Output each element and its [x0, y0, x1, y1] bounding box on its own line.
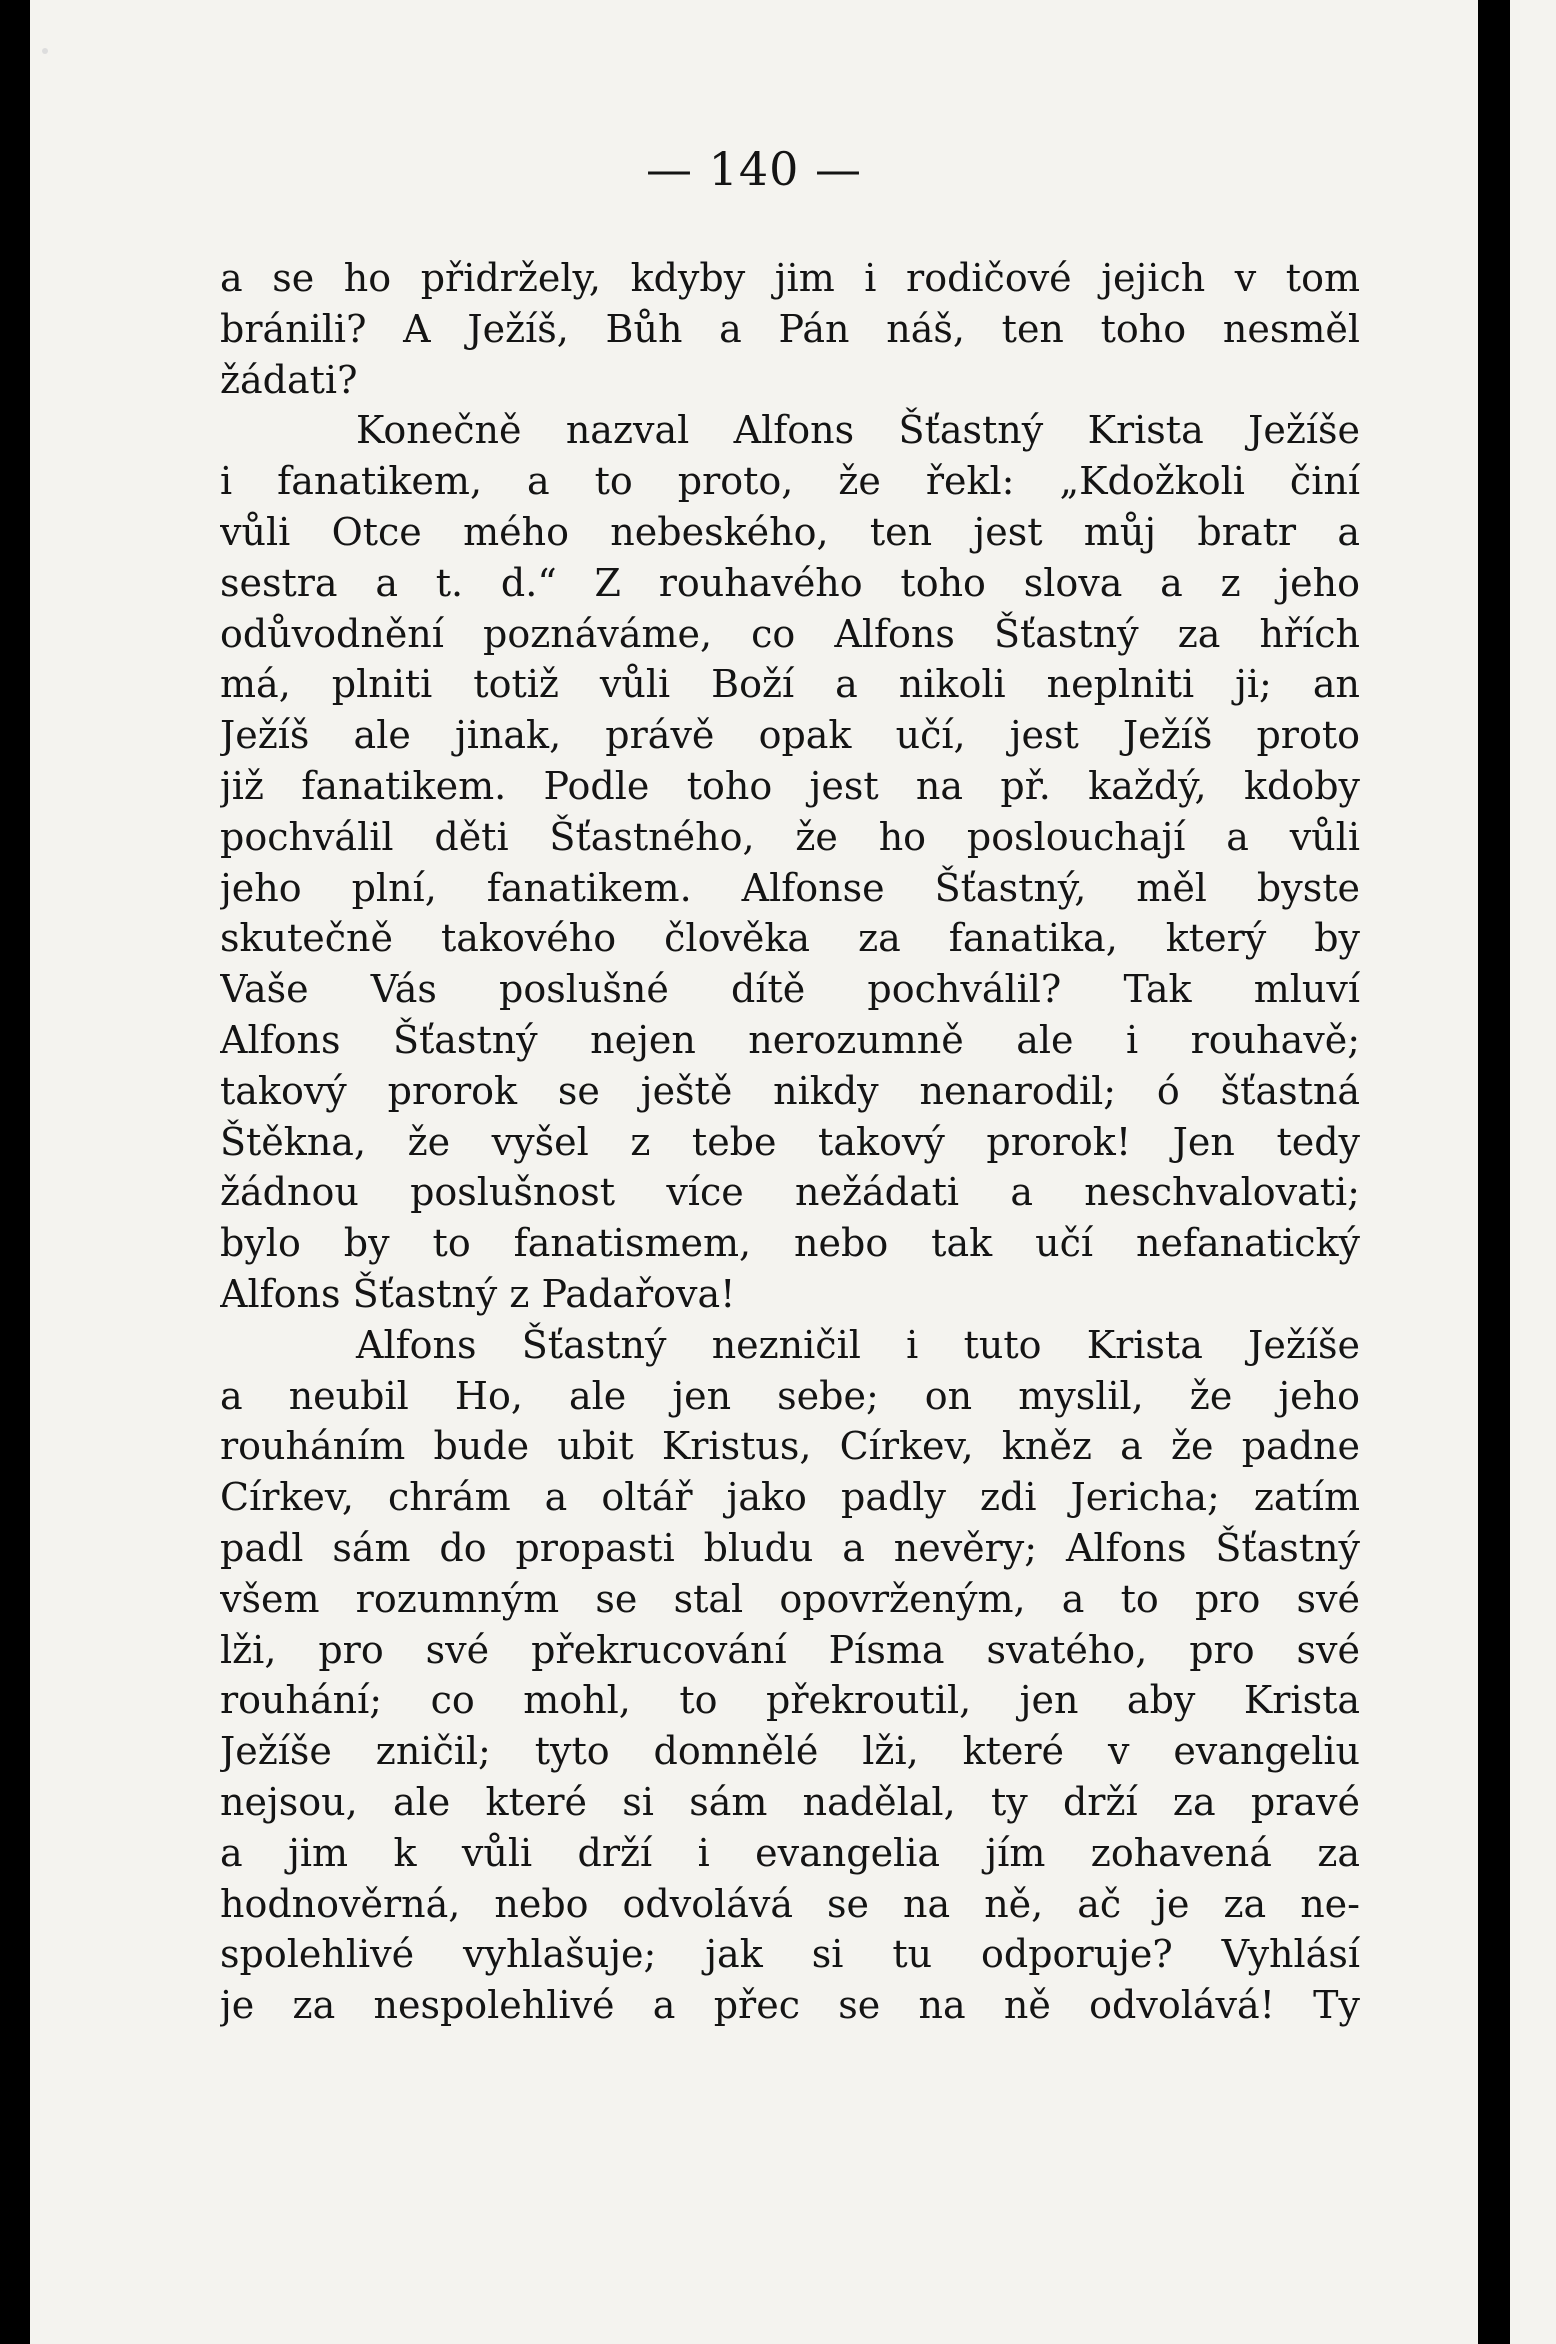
adjacent-page-edge — [1510, 0, 1556, 2344]
text-line: skutečně takového člověka za fanatika, který by — [220, 916, 1360, 961]
text-line: nejsou, ale které si sám nadělal, ty drží za pravé — [220, 1779, 1360, 1824]
text-line: bránili? A Ježíš, Bůh a Pán náš, ten toho nesměl — [220, 306, 1360, 351]
text-line: a neubil Ho, ale jen sebe; on myslil, že jeho — [220, 1373, 1360, 1418]
text-line: pochválil děti Šťastného, že ho poslouchají a vůli — [220, 814, 1360, 859]
text-line: sestra a t. d.“ Z rouhavého toho slova a z jeho — [220, 560, 1360, 605]
text-line: Konečně nazval Alfons Šťastný Krista Ježíše — [356, 408, 1360, 453]
text-line: i fanatikem, a to proto, že řekl: „Kdožkoli činí — [220, 459, 1360, 504]
text-line: padl sám do propasti bludu a nevěry; Alfons Šťastný — [220, 1525, 1360, 1570]
text-line: takový prorok se ještě nikdy nenarodil; ó šťastná — [220, 1068, 1360, 1113]
text-line: a jim k vůli drží i evangelia jím zohavená za — [220, 1830, 1360, 1875]
text-line: Alfons Šťastný nejen nerozumně ale i rouhavě; — [220, 1017, 1360, 1062]
text-line: hodnověrná, nebo odvolává se na ně, ač je za ne- — [220, 1881, 1360, 1926]
text-line: Alfons Šťastný nezničil i tuto Krista Ježíše — [356, 1322, 1360, 1367]
text-line: Církev, chrám a oltář jako padly zdi Jericha; zatím — [220, 1475, 1360, 1520]
text-line: žádnou poslušnost více nežádati a neschvalovati; — [220, 1170, 1360, 1215]
text-line: Ježíše zničil; tyto domnělé lži, které v evangeliu — [220, 1729, 1360, 1774]
text-line: Vaše Vás poslušné dítě pochválil? Tak mluví — [220, 967, 1360, 1012]
text-line: všem rozumným se stal opovrženým, a to pro své — [220, 1576, 1360, 1621]
text-line: již fanatikem. Podle toho jest na př. každý, kdoby — [220, 763, 1360, 808]
text-line: jeho plní, fanatikem. Alfonse Šťastný, měl byste — [220, 865, 1360, 910]
text-line: spolehlivé vyhlašuje; jak si tu odporuje? Vyhlásí — [220, 1932, 1360, 1977]
text-line: rouhání; co mohl, to překroutil, jen aby Krista — [220, 1678, 1360, 1723]
text-line: Štěkna, že vyšel z tebe takový prorok! Jen tedy — [220, 1119, 1360, 1164]
book-page — [30, 0, 1478, 2344]
text-line: vůli Otce mého nebeského, ten jest můj bratr a — [220, 509, 1360, 554]
text-line: žádati? — [220, 357, 358, 402]
page-number: — 140 — — [645, 142, 863, 196]
text-line: odůvodnění poznáváme, co Alfons Šťastný za hřích — [220, 611, 1360, 656]
text-line: rouháním bude ubit Kristus, Církev, kněz a že padne — [220, 1424, 1360, 1469]
text-line: Alfons Šťastný z Padařova! — [220, 1271, 736, 1316]
text-line: má, plniti totiž vůli Boží a nikoli neplniti ji; an — [220, 662, 1360, 707]
scan-speck — [42, 48, 48, 54]
text-line: a se ho přidržely, kdyby jim i rodičové jejich v tom — [220, 256, 1360, 300]
body-text — [220, 253, 1360, 2031]
text-line: lži, pro své překrucování Písma svatého, pro své — [220, 1627, 1360, 1672]
text-line: Ježíš ale jinak, právě opak učí, jest Ježíš proto — [220, 713, 1360, 758]
text-line: je za nespolehlivé a přec se na ně odvolává! Ty — [220, 1983, 1360, 2028]
text-line: bylo by to fanatismem, nebo tak učí nefanatický — [220, 1221, 1360, 1266]
